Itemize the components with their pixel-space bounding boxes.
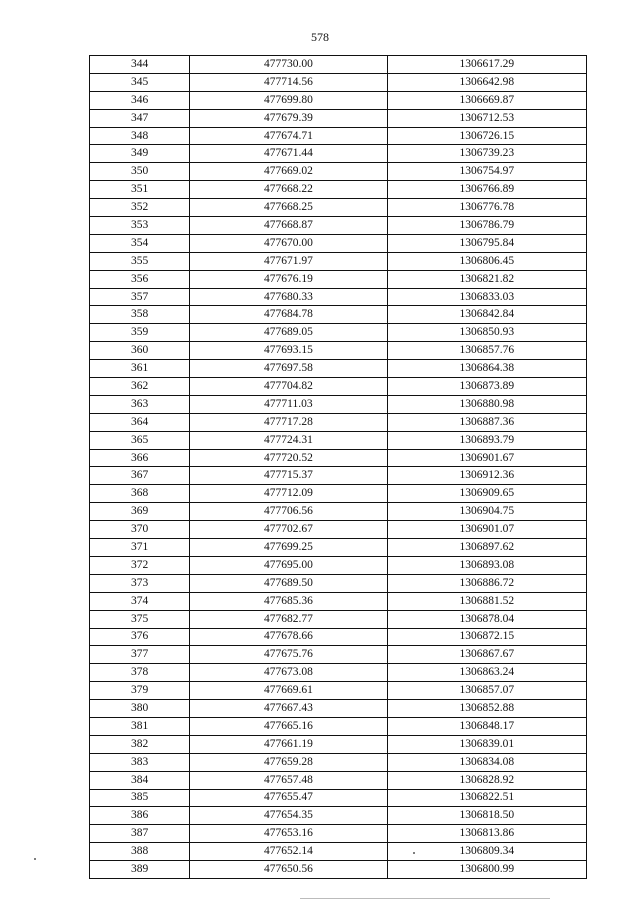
table-row <box>90 753 587 771</box>
x-coordinate-cell: 477669.61 <box>190 682 387 700</box>
y-coordinate-cell: 1306795.84 <box>387 234 586 252</box>
table-row <box>90 735 587 753</box>
table-row <box>90 234 587 252</box>
table-row <box>90 395 587 413</box>
y-coordinate-cell: 1306863.24 <box>387 664 586 682</box>
table-row <box>90 181 587 199</box>
point-number-cell: 354 <box>90 234 190 252</box>
x-coordinate-cell: 477653.16 <box>190 825 387 843</box>
point-number-cell: 386 <box>90 807 190 825</box>
x-coordinate-cell: 477652.14 <box>190 843 387 861</box>
table-row <box>90 771 587 789</box>
point-number-cell: 384 <box>90 771 190 789</box>
table-row <box>90 825 587 843</box>
table-row <box>90 449 587 467</box>
y-coordinate-cell: 1306904.75 <box>387 503 586 521</box>
table-row <box>90 127 587 145</box>
point-number-cell: 359 <box>90 324 190 342</box>
point-number-cell: 355 <box>90 252 190 270</box>
x-coordinate-cell: 477695.00 <box>190 556 387 574</box>
point-number-cell: 350 <box>90 163 190 181</box>
y-coordinate-cell: 1306669.87 <box>387 91 586 109</box>
point-number-cell: 382 <box>90 735 190 753</box>
table-row <box>90 556 587 574</box>
table-row <box>90 199 587 217</box>
y-coordinate-cell: 1306786.79 <box>387 217 586 235</box>
x-coordinate-cell: 477676.19 <box>190 270 387 288</box>
table-row <box>90 574 587 592</box>
x-coordinate-cell: 477680.33 <box>190 288 387 306</box>
y-coordinate-cell: 1306617.29 <box>387 56 586 74</box>
point-number-cell: 352 <box>90 199 190 217</box>
point-number-cell: 380 <box>90 700 190 718</box>
table-row <box>90 485 587 503</box>
y-coordinate-cell: 1306881.52 <box>387 592 586 610</box>
table-row <box>90 56 587 74</box>
y-coordinate-cell: 1306833.03 <box>387 288 586 306</box>
point-number-cell: 378 <box>90 664 190 682</box>
y-coordinate-cell: 1306880.98 <box>387 395 586 413</box>
y-coordinate-cell: 1306864.38 <box>387 360 586 378</box>
x-coordinate-cell: 477673.08 <box>190 664 387 682</box>
x-coordinate-cell: 477712.09 <box>190 485 387 503</box>
point-number-cell: 347 <box>90 109 190 127</box>
point-number-cell: 364 <box>90 413 190 431</box>
table-row <box>90 610 587 628</box>
y-coordinate-cell: 1306909.65 <box>387 485 586 503</box>
table-row <box>90 521 587 539</box>
x-coordinate-cell: 477671.44 <box>190 145 387 163</box>
x-coordinate-cell: 477671.97 <box>190 252 387 270</box>
scan-bottom-edge <box>300 898 550 899</box>
table-row <box>90 539 587 557</box>
table-row <box>90 700 587 718</box>
x-coordinate-cell: 477668.25 <box>190 199 387 217</box>
x-coordinate-cell: 477724.31 <box>190 431 387 449</box>
x-coordinate-cell: 477689.05 <box>190 324 387 342</box>
y-coordinate-cell: 1306848.17 <box>387 717 586 735</box>
y-coordinate-cell: 1306887.36 <box>387 413 586 431</box>
table-row <box>90 717 587 735</box>
point-number-cell: 375 <box>90 610 190 628</box>
x-coordinate-cell: 477668.87 <box>190 217 387 235</box>
point-number-cell: 348 <box>90 127 190 145</box>
y-coordinate-cell: 1306776.78 <box>387 199 586 217</box>
y-coordinate-cell: 1306842.84 <box>387 306 586 324</box>
x-coordinate-cell: 477711.03 <box>190 395 387 413</box>
x-coordinate-cell: 477665.16 <box>190 717 387 735</box>
y-coordinate-cell: 1306642.98 <box>387 73 586 91</box>
x-coordinate-cell: 477669.02 <box>190 163 387 181</box>
table-row <box>90 91 587 109</box>
x-coordinate-cell: 477730.00 <box>190 56 387 74</box>
point-number-cell: 387 <box>90 825 190 843</box>
page-number: 578 <box>311 30 329 44</box>
table-row <box>90 378 587 396</box>
y-coordinate-cell: 1306878.04 <box>387 610 586 628</box>
y-coordinate-cell: 1306813.86 <box>387 825 586 843</box>
x-coordinate-cell: 477715.37 <box>190 467 387 485</box>
point-number-cell: 379 <box>90 682 190 700</box>
x-coordinate-cell: 477684.78 <box>190 306 387 324</box>
point-number-cell: 373 <box>90 574 190 592</box>
y-coordinate-cell: 1306901.67 <box>387 449 586 467</box>
y-coordinate-cell: 1306872.15 <box>387 628 586 646</box>
table-row <box>90 807 587 825</box>
point-number-cell: 363 <box>90 395 190 413</box>
y-coordinate-cell: 1306901.07 <box>387 521 586 539</box>
y-coordinate-cell: 1306821.82 <box>387 270 586 288</box>
point-number-cell: 357 <box>90 288 190 306</box>
point-number-cell: 351 <box>90 181 190 199</box>
y-coordinate-cell: 1306809.34 <box>387 843 586 861</box>
point-number-cell: 349 <box>90 145 190 163</box>
y-coordinate-cell: 1306857.76 <box>387 342 586 360</box>
table-row <box>90 163 587 181</box>
x-coordinate-cell: 477661.19 <box>190 735 387 753</box>
y-coordinate-cell: 1306712.53 <box>387 109 586 127</box>
point-number-cell: 369 <box>90 503 190 521</box>
x-coordinate-cell: 477689.50 <box>190 574 387 592</box>
y-coordinate-cell: 1306726.15 <box>387 127 586 145</box>
point-number-cell: 370 <box>90 521 190 539</box>
table-row <box>90 843 587 861</box>
point-number-cell: 346 <box>90 91 190 109</box>
y-coordinate-cell: 1306800.99 <box>387 861 586 879</box>
table-row <box>90 324 587 342</box>
table-row <box>90 288 587 306</box>
point-number-cell: 345 <box>90 73 190 91</box>
point-number-cell: 366 <box>90 449 190 467</box>
x-coordinate-cell: 477685.36 <box>190 592 387 610</box>
y-coordinate-cell: 1306828.92 <box>387 771 586 789</box>
x-coordinate-cell: 477717.28 <box>190 413 387 431</box>
point-number-cell: 389 <box>90 861 190 879</box>
point-number-cell: 376 <box>90 628 190 646</box>
y-coordinate-cell: 1306834.08 <box>387 753 586 771</box>
table-row <box>90 306 587 324</box>
table-row <box>90 431 587 449</box>
point-number-cell: 381 <box>90 717 190 735</box>
table-row <box>90 413 587 431</box>
y-coordinate-cell: 1306867.67 <box>387 646 586 664</box>
table-row <box>90 789 587 807</box>
table-row <box>90 342 587 360</box>
point-number-cell: 360 <box>90 342 190 360</box>
x-coordinate-cell: 477650.56 <box>190 861 387 879</box>
y-coordinate-cell: 1306886.72 <box>387 574 586 592</box>
x-coordinate-cell: 477699.80 <box>190 91 387 109</box>
y-coordinate-cell: 1306839.01 <box>387 735 586 753</box>
y-coordinate-cell: 1306850.93 <box>387 324 586 342</box>
table-row <box>90 270 587 288</box>
x-coordinate-cell: 477668.22 <box>190 181 387 199</box>
point-number-cell: 374 <box>90 592 190 610</box>
point-number-cell: 385 <box>90 789 190 807</box>
x-coordinate-cell: 477699.25 <box>190 539 387 557</box>
table-row <box>90 360 587 378</box>
point-number-cell: 361 <box>90 360 190 378</box>
y-coordinate-cell: 1306857.07 <box>387 682 586 700</box>
x-coordinate-cell: 477678.66 <box>190 628 387 646</box>
y-coordinate-cell: 1306739.23 <box>387 145 586 163</box>
y-coordinate-cell: 1306897.62 <box>387 539 586 557</box>
x-coordinate-cell: 477654.35 <box>190 807 387 825</box>
x-coordinate-cell: 477659.28 <box>190 753 387 771</box>
x-coordinate-cell: 477655.47 <box>190 789 387 807</box>
point-number-cell: 368 <box>90 485 190 503</box>
x-coordinate-cell: 477667.43 <box>190 700 387 718</box>
table-row <box>90 145 587 163</box>
x-coordinate-cell: 477675.76 <box>190 646 387 664</box>
x-coordinate-cell: 477714.56 <box>190 73 387 91</box>
coordinates-table <box>89 55 587 879</box>
table-row <box>90 109 587 127</box>
table-row <box>90 646 587 664</box>
table-row <box>90 73 587 91</box>
table-row <box>90 503 587 521</box>
point-number-cell: 344 <box>90 56 190 74</box>
point-number-cell: 365 <box>90 431 190 449</box>
point-number-cell: 383 <box>90 753 190 771</box>
table-row <box>90 592 587 610</box>
table-row <box>90 682 587 700</box>
y-coordinate-cell: 1306893.79 <box>387 431 586 449</box>
point-number-cell: 371 <box>90 539 190 557</box>
y-coordinate-cell: 1306852.88 <box>387 700 586 718</box>
x-coordinate-cell: 477657.48 <box>190 771 387 789</box>
y-coordinate-cell: 1306893.08 <box>387 556 586 574</box>
x-coordinate-cell: 477706.56 <box>190 503 387 521</box>
point-number-cell: 372 <box>90 556 190 574</box>
table-row <box>90 664 587 682</box>
y-coordinate-cell: 1306822.51 <box>387 789 586 807</box>
point-number-cell: 356 <box>90 270 190 288</box>
y-coordinate-cell: 1306766.89 <box>387 181 586 199</box>
x-coordinate-cell: 477704.82 <box>190 378 387 396</box>
y-coordinate-cell: 1306873.89 <box>387 378 586 396</box>
x-coordinate-cell: 477702.67 <box>190 521 387 539</box>
point-number-cell: 362 <box>90 378 190 396</box>
x-coordinate-cell: 477693.15 <box>190 342 387 360</box>
scan-speck-left <box>34 858 36 860</box>
x-coordinate-cell: 477679.39 <box>190 109 387 127</box>
point-number-cell: 388 <box>90 843 190 861</box>
point-number-cell: 358 <box>90 306 190 324</box>
table-row <box>90 467 587 485</box>
x-coordinate-cell: 477697.58 <box>190 360 387 378</box>
x-coordinate-cell: 477682.77 <box>190 610 387 628</box>
table-row <box>90 217 587 235</box>
point-number-cell: 353 <box>90 217 190 235</box>
y-coordinate-cell: 1306754.97 <box>387 163 586 181</box>
x-coordinate-cell: 477720.52 <box>190 449 387 467</box>
scan-speck-right <box>413 852 415 854</box>
y-coordinate-cell: 1306818.50 <box>387 807 586 825</box>
x-coordinate-cell: 477674.71 <box>190 127 387 145</box>
x-coordinate-cell: 477670.00 <box>190 234 387 252</box>
y-coordinate-cell: 1306912.36 <box>387 467 586 485</box>
table-row <box>90 861 587 879</box>
y-coordinate-cell: 1306806.45 <box>387 252 586 270</box>
point-number-cell: 377 <box>90 646 190 664</box>
point-number-cell: 367 <box>90 467 190 485</box>
table-row <box>90 628 587 646</box>
table-body <box>90 56 587 879</box>
table-row <box>90 252 587 270</box>
